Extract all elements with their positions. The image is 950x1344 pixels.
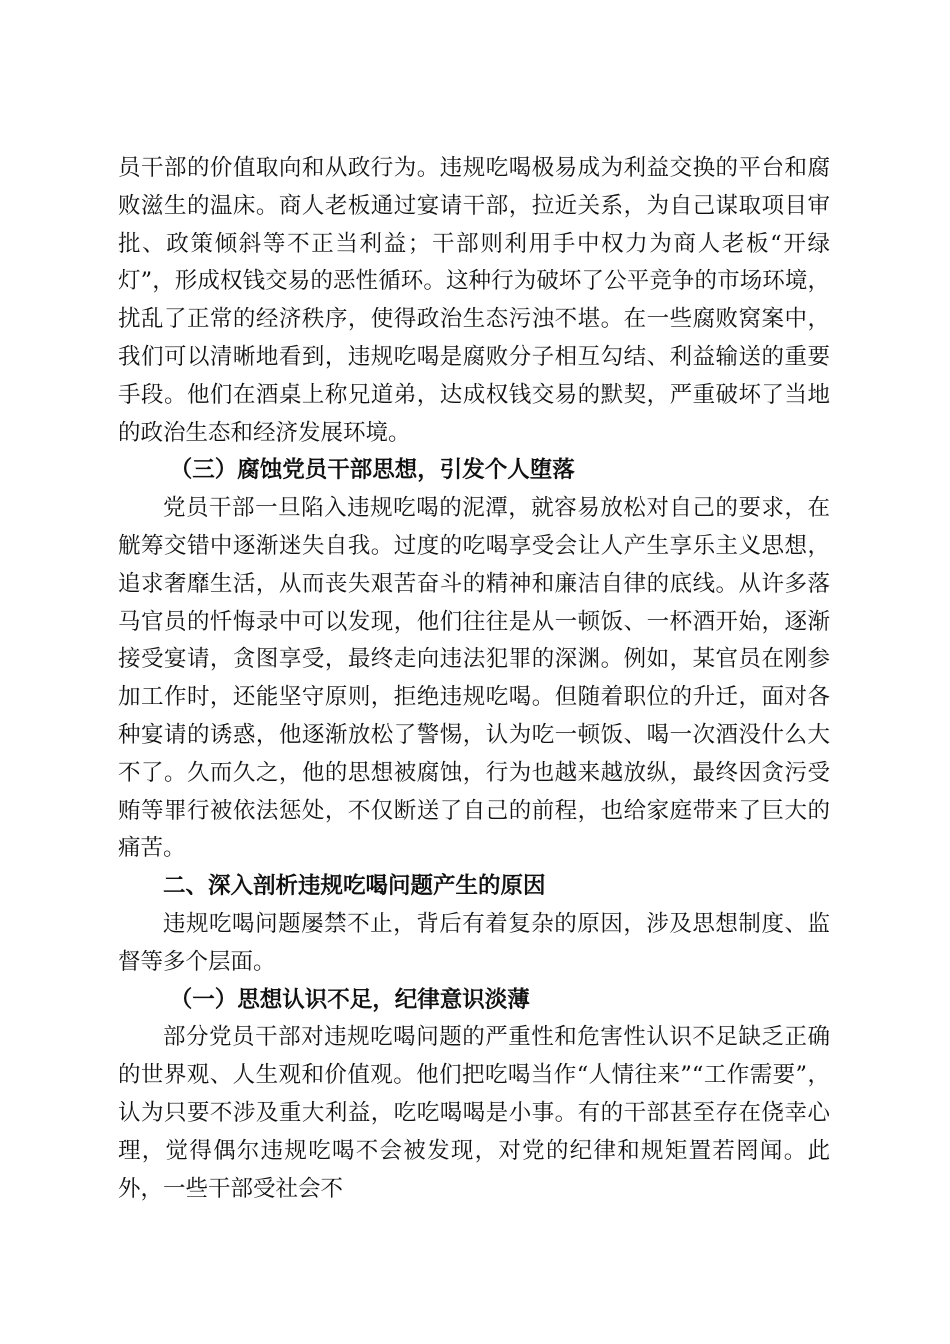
paragraph-corrosion: 党员干部一旦陷入违规吃喝的泥潭，就容易放松对自己的要求，在觥筹交错中逐渐迷失自我。过度的吃喝享受会让人产生享乐主义思想，追求奢靡生活，从而丧失艰苦奋斗的精神和廉洁自律的底线。从许多落马官员的忏悔录中可以发现，他们往往是从一顿饭、一杯酒开始，逐渐接受宴请，贪图享受，最终走向违法犯罪的深渊。例如，某官员在刚参加工作时，还能坚守原则，拒绝违规吃喝。但随着职位的升迁，面对各种宴请的诱惑，他逐渐放松了警惕，认为吃一顿饭、喝一次酒没什么大不了。久而久之，他的思想被腐蚀，行为也越来越放纵，最终因贪污受贿等罪行被依法惩处，不仅断送了自己的前程，也给家庭带来了巨大的痛苦。 bbox=[118, 495, 830, 862]
section-heading-one: （一）思想认识不足，纪律意识淡薄 bbox=[169, 986, 530, 1013]
paragraph-intro: 员干部的价值取向和从政行为。违规吃喝极易成为利益交换的平台和腐败滋生的温床。商人老板通过宴请干部，拉近关系，为自己谋取项目审批、政策倾斜等不正当利益；干部则利用手中权力为商人老板“开绿灯”，形成权钱交易的恶性循环。这种行为破坏了公平竞争的市场环境，扰乱了正常的经济秩序，使得政治生态污浊不堪。在一些腐败窝案中，我们可以清晰地看到，违规吃喝是腐败分子相互勾结、利益输送的重要手段。他们在酒桌上称兄道弟，达成权钱交易的默契，严重破坏了当地的政治生态和经济发展环境。 bbox=[118, 155, 830, 446]
paragraph-causes-intro: 违规吃喝问题屡禁不止，背后有着复杂的原因，涉及思想制度、监督等多个层面。 bbox=[118, 910, 830, 975]
paragraph-awareness: 部分党员干部对违规吃喝问题的严重性和危害性认识不足缺乏正确的世界观、人生观和价值观。他们把吃喝当作“人情往来”“工作需要”，认为只要不涉及重大利益，吃吃喝喝是小事。有的干部甚至存在侥幸心理，觉得偶尔违规吃喝不会被发现，对党的纪律和规矩置若罔闻。此外，一些干部受社会不 bbox=[118, 1024, 830, 1202]
chapter-heading-two: 二、深入剖析违规吃喝问题产生的原因 bbox=[163, 873, 546, 900]
document-body bbox=[118, 150, 830, 1208]
section-heading-three: （三）腐蚀党员干部思想，引发个人堕落 bbox=[169, 457, 575, 484]
